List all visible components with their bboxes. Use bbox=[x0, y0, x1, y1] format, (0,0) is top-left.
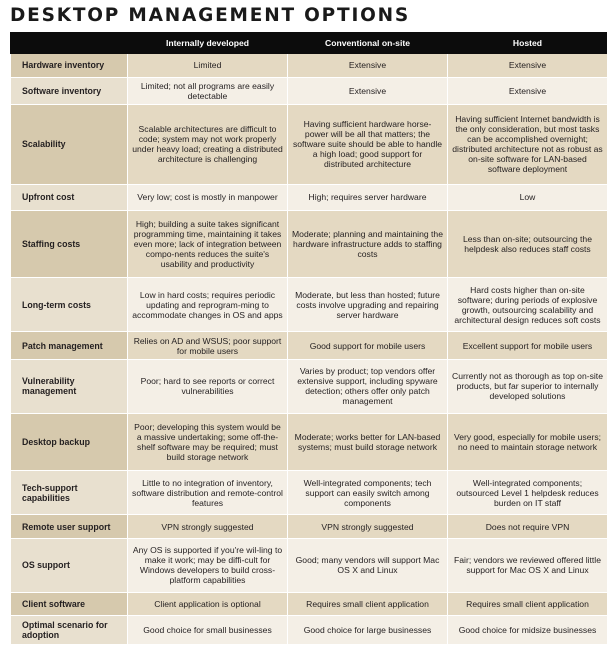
cell-internally-developed: Good choice for small businesses bbox=[128, 616, 288, 645]
cell-hosted: Having sufficient Internet bandwidth is the only consideration, but most tasks can be accomplished overnight; distributed architecture not as robust as on-site software for LAN-based software deployment bbox=[448, 104, 608, 184]
row-label: Scalability bbox=[11, 104, 128, 184]
column-header-hosted: Hosted bbox=[448, 33, 608, 54]
cell-conventional-on-site: Extensive bbox=[288, 54, 448, 78]
cell-conventional-on-site: Good support for mobile users bbox=[288, 332, 448, 359]
row-label: Desktop backup bbox=[11, 413, 128, 471]
cell-conventional-on-site: High; requires server hardware bbox=[288, 184, 448, 210]
cell-internally-developed: Limited; not all programs are easily detectable bbox=[128, 77, 288, 104]
row-label: Long-term costs bbox=[11, 277, 128, 332]
row-label: Client software bbox=[11, 592, 128, 616]
table-row bbox=[11, 77, 608, 104]
row-label: Staffing costs bbox=[11, 210, 128, 277]
cell-internally-developed: Poor; developing this system would be a massive undertaking; some off-the-shelf software may be required; must build storage network bbox=[128, 413, 288, 471]
cell-internally-developed: Limited bbox=[128, 54, 288, 78]
cell-hosted: Well-integrated components; outsourced Level 1 helpdesk reduces burden on IT staff bbox=[448, 471, 608, 515]
row-label: Vulnerability management bbox=[11, 359, 128, 413]
cell-conventional-on-site: Well-integrated components; tech support can easily switch among components bbox=[288, 471, 448, 515]
cell-hosted: Good choice for midsize businesses bbox=[448, 616, 608, 645]
cell-internally-developed: High; building a suite takes significant programming time, maintaining it takes even more; lack of integration between compo-nents reduces the suite's usability and productivity bbox=[128, 210, 288, 277]
cell-internally-developed: Scalable architectures are difficult to code; system may not work properly under heavy load; creating a distributed architecture is challenging bbox=[128, 104, 288, 184]
cell-hosted: Currently not as thorough as top on-site products, but far superior to internally developed solutions bbox=[448, 359, 608, 413]
cell-hosted: Fair; vendors we reviewed offered little support for Mac OS X and Linux bbox=[448, 539, 608, 593]
comparison-table-frame bbox=[10, 32, 607, 645]
cell-conventional-on-site: Extensive bbox=[288, 77, 448, 104]
cell-conventional-on-site: Good; many vendors will support Mac OS X and Linux bbox=[288, 539, 448, 593]
cell-internally-developed: Very low; cost is mostly in manpower bbox=[128, 184, 288, 210]
cell-internally-developed: VPN strongly suggested bbox=[128, 515, 288, 539]
table-row bbox=[11, 54, 608, 78]
cell-hosted: Requires small client application bbox=[448, 592, 608, 616]
table-row bbox=[11, 277, 608, 332]
cell-hosted: Does not require VPN bbox=[448, 515, 608, 539]
table-row bbox=[11, 539, 608, 593]
table-row bbox=[11, 210, 608, 277]
header-row bbox=[11, 33, 608, 54]
cell-hosted: Low bbox=[448, 184, 608, 210]
table-header bbox=[11, 33, 608, 54]
table-row bbox=[11, 515, 608, 539]
row-label: Software inventory bbox=[11, 77, 128, 104]
cell-internally-developed: Any OS is supported if you're wil-ling to make it work; may be diffi-cult for Windows developers to build cross-platform capabilities bbox=[128, 539, 288, 593]
table-row bbox=[11, 616, 608, 645]
row-label: OS support bbox=[11, 539, 128, 593]
column-header-internally-developed: Internally developed bbox=[128, 33, 288, 54]
table-row bbox=[11, 184, 608, 210]
row-label: Upfront cost bbox=[11, 184, 128, 210]
page-title: DESKTOP MANAGEMENT OPTIONS bbox=[10, 5, 411, 26]
cell-conventional-on-site: Moderate, but less than hosted; future costs involve upgrading and repairing server hardware bbox=[288, 277, 448, 332]
cell-hosted: Very good, especially for mobile users; no need to maintain storage network bbox=[448, 413, 608, 471]
cell-conventional-on-site: Good choice for large businesses bbox=[288, 616, 448, 645]
table-row bbox=[11, 332, 608, 359]
row-label: Hardware inventory bbox=[11, 54, 128, 78]
cell-conventional-on-site: Moderate; planning and maintaining the hardware infrastructure adds to staffing costs bbox=[288, 210, 448, 277]
row-label: Tech-support capabilities bbox=[11, 471, 128, 515]
table-row bbox=[11, 104, 608, 184]
cell-internally-developed: Poor; hard to see reports or correct vulnerabilities bbox=[128, 359, 288, 413]
cell-hosted: Excellent support for mobile users bbox=[448, 332, 608, 359]
cell-internally-developed: Low in hard costs; requires periodic updating and reprogram-ming to accommodate changes in OS and apps bbox=[128, 277, 288, 332]
row-label: Optimal scenario for adoption bbox=[11, 616, 128, 645]
cell-hosted: Extensive bbox=[448, 77, 608, 104]
table-row bbox=[11, 471, 608, 515]
cell-internally-developed: Client application is optional bbox=[128, 592, 288, 616]
cell-conventional-on-site: VPN strongly suggested bbox=[288, 515, 448, 539]
cell-hosted: Hard costs higher than on-site software; during periods of explosive growth, outsourcing scalability and architectural design reduces soft costs bbox=[448, 277, 608, 332]
cell-conventional-on-site: Requires small client application bbox=[288, 592, 448, 616]
cell-hosted: Less than on-site; outsourcing the helpdesk also reduces staff costs bbox=[448, 210, 608, 277]
cell-internally-developed: Little to no integration of inventory, software distribution and remote-control features bbox=[128, 471, 288, 515]
cell-conventional-on-site: Moderate; works better for LAN-based systems; must build storage network bbox=[288, 413, 448, 471]
comparison-table bbox=[10, 32, 607, 645]
column-header-conventional-on-site: Conventional on-site bbox=[288, 33, 448, 54]
row-label: Patch management bbox=[11, 332, 128, 359]
table-row bbox=[11, 413, 608, 471]
row-label: Remote user support bbox=[11, 515, 128, 539]
table-body bbox=[11, 54, 608, 645]
table-row bbox=[11, 359, 608, 413]
header-corner bbox=[11, 33, 128, 54]
cell-conventional-on-site: Varies by product; top vendors offer extensive support, including spyware detection; others offer only patch management bbox=[288, 359, 448, 413]
cell-hosted: Extensive bbox=[448, 54, 608, 78]
cell-conventional-on-site: Having sufficient hardware horse-power will be all that matters; the software suite should be able to handle a high load; good support for distributed architecture bbox=[288, 104, 448, 184]
cell-internally-developed: Relies on AD and WSUS; poor support for mobile users bbox=[128, 332, 288, 359]
table-row bbox=[11, 592, 608, 616]
